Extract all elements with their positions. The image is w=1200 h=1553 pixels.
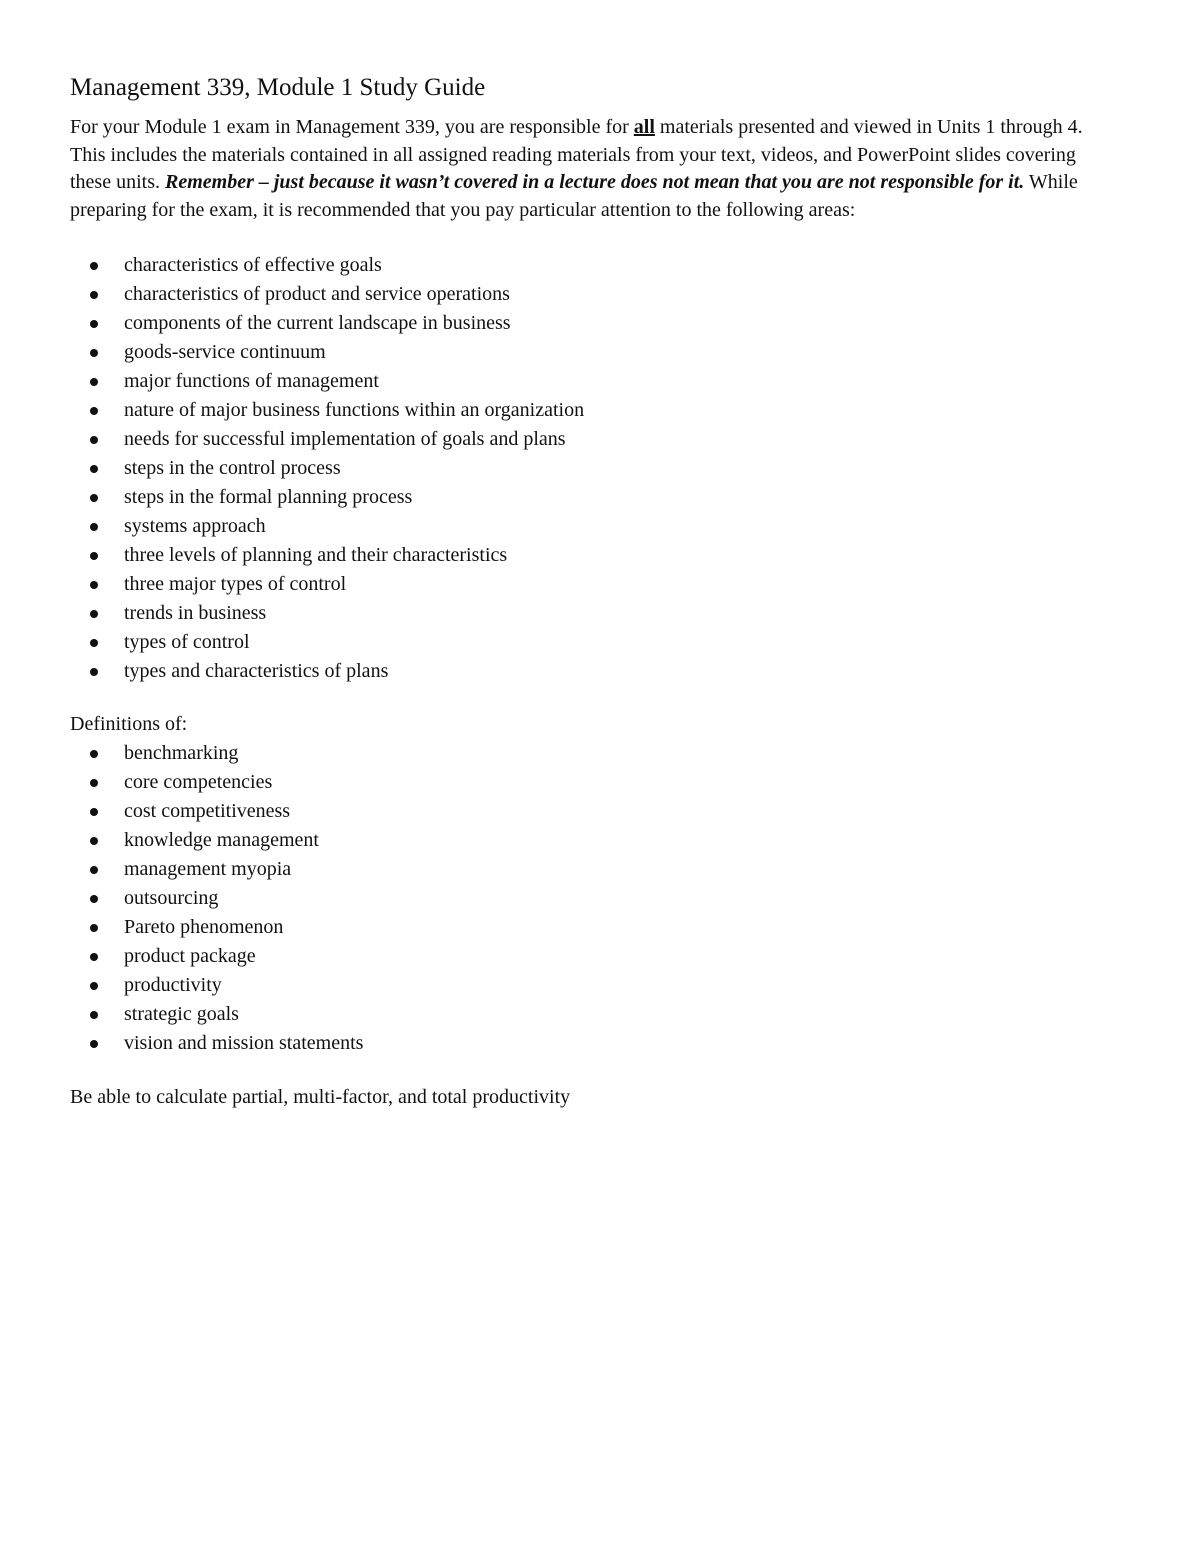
- bullet-icon: [90, 779, 98, 787]
- bullet-icon: [90, 320, 98, 328]
- bullet-icon: [90, 808, 98, 816]
- bullet-icon: [90, 866, 98, 874]
- closing-statement: Be able to calculate partial, multi-factor, and total productivity: [70, 1086, 571, 1108]
- bullet-icon: [90, 953, 98, 961]
- focus-area-item-text: systems approach: [124, 515, 266, 537]
- bullet-icon: [90, 523, 98, 531]
- definition-item: [70, 768, 1130, 797]
- focus-area-item: [70, 309, 1130, 338]
- bullet-icon: [90, 407, 98, 415]
- bullet-icon: [90, 837, 98, 845]
- bullet-icon: [90, 552, 98, 560]
- bullet-icon: [90, 291, 98, 299]
- definition-item-text: strategic goals: [124, 1003, 239, 1025]
- bullet-icon: [90, 494, 98, 502]
- focus-area-item: [70, 280, 1130, 309]
- definition-item-text: product package: [124, 945, 256, 967]
- definition-item: [70, 1029, 1130, 1058]
- definition-item: [70, 942, 1130, 971]
- focus-area-item-text: needs for successful implementation of goals and plans: [124, 428, 566, 450]
- study-guide-page: [70, 72, 1130, 1112]
- focus-area-item: [70, 599, 1130, 628]
- bullet-icon: [90, 1011, 98, 1019]
- intro-text-3: While preparing for the exam, it is recommended that you pay particular attention to the following areas:: [70, 171, 1078, 221]
- focus-area-item: [70, 483, 1130, 512]
- definition-item-text: cost competitiveness: [124, 800, 291, 822]
- definition-item: [70, 971, 1130, 1000]
- definitions-list: [70, 739, 1130, 1058]
- definition-item: [70, 884, 1130, 913]
- focus-area-item: [70, 454, 1130, 483]
- focus-area-item-text: steps in the control process: [124, 457, 341, 479]
- bullet-icon: [90, 610, 98, 618]
- bullet-icon: [90, 750, 98, 758]
- definition-item-text: vision and mission statements: [124, 1032, 364, 1054]
- bullet-icon: [90, 465, 98, 473]
- intro-text-2: materials presented and viewed in Units 1 through 4. This includes the materials contained in all assigned reading materials from your text, videos, and PowerPoint slides covering these units.: [70, 116, 1083, 193]
- focus-area-item-text: steps in the formal planning process: [124, 486, 413, 508]
- intro-remember-note: Remember – just because it wasn’t covered in a lecture does not mean that you are not responsible for it.: [165, 171, 1025, 193]
- intro-paragraph: [70, 114, 1120, 224]
- focus-area-item-text: components of the current landscape in business: [124, 312, 511, 334]
- bullet-icon: [90, 895, 98, 903]
- intro-emphasis-all: all: [633, 116, 655, 138]
- intro-text-1: For your Module 1 exam in Management 339, you are responsible for: [70, 116, 634, 138]
- focus-area-item-text: types and characteristics of plans: [124, 660, 389, 682]
- definition-item-text: productivity: [124, 974, 222, 996]
- document-title: Management 339, Module 1 Study Guide: [70, 74, 486, 101]
- bullet-icon: [90, 436, 98, 444]
- definition-item-text: Pareto phenomenon: [124, 916, 284, 938]
- bullet-icon: [90, 581, 98, 589]
- focus-area-item: [70, 396, 1130, 425]
- bullet-icon: [90, 982, 98, 990]
- focus-area-item-text: trends in business: [124, 602, 267, 624]
- focus-area-item: [70, 338, 1130, 367]
- focus-area-item: [70, 251, 1130, 280]
- bullet-icon: [90, 1040, 98, 1048]
- definition-item: [70, 913, 1130, 942]
- focus-area-item-text: characteristics of product and service operations: [124, 283, 510, 305]
- definition-item: [70, 739, 1130, 768]
- bullet-icon: [90, 378, 98, 386]
- bullet-icon: [90, 349, 98, 357]
- focus-area-item-text: types of control: [124, 631, 250, 653]
- definition-item: [70, 797, 1130, 826]
- focus-area-item-text: goods-service continuum: [124, 341, 326, 363]
- focus-areas-list: [70, 251, 1130, 686]
- definition-item: [70, 855, 1130, 884]
- focus-area-item: [70, 512, 1130, 541]
- focus-area-item-text: three major types of control: [124, 573, 347, 595]
- bullet-icon: [90, 668, 98, 676]
- bullet-icon: [90, 924, 98, 932]
- bullet-icon: [90, 639, 98, 647]
- focus-area-item-text: nature of major business functions within an organization: [124, 399, 585, 421]
- focus-area-item: [70, 367, 1130, 396]
- definition-item: [70, 826, 1130, 855]
- definition-item-text: benchmarking: [124, 742, 239, 764]
- focus-area-item: [70, 425, 1130, 454]
- definition-item: [70, 1000, 1130, 1029]
- definition-item-text: knowledge management: [124, 829, 319, 851]
- focus-area-item-text: characteristics of effective goals: [124, 254, 382, 276]
- definition-item-text: outsourcing: [124, 887, 219, 909]
- focus-area-item: [70, 570, 1130, 599]
- definition-item-text: core competencies: [124, 771, 273, 793]
- focus-area-item-text: three levels of planning and their characteristics: [124, 544, 508, 566]
- focus-area-item-text: major functions of management: [124, 370, 379, 392]
- focus-area-item: [70, 541, 1130, 570]
- bullet-icon: [90, 262, 98, 270]
- definition-item-text: management myopia: [124, 858, 292, 880]
- focus-area-item: [70, 657, 1130, 686]
- focus-area-item: [70, 628, 1130, 657]
- definitions-label: Definitions of:: [70, 713, 188, 735]
